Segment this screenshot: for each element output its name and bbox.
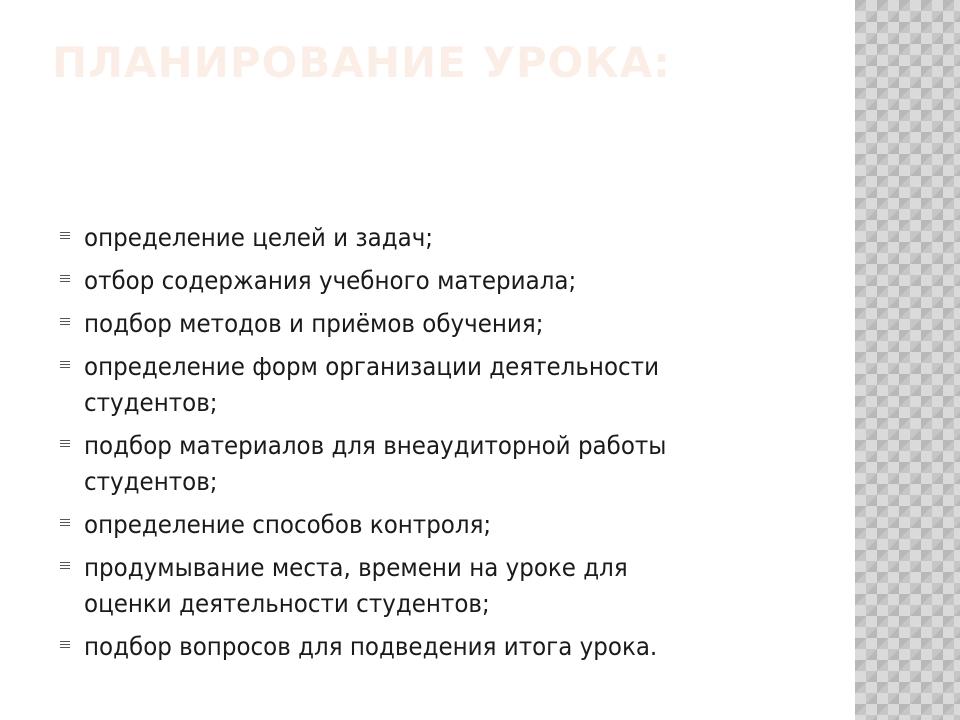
list-item [58,507,838,543]
list-item [58,220,838,256]
list-item-line1: подбор вопросов для подведения итога урока. [84,632,658,661]
list-bullet-icon [60,361,70,371]
slide-title: ПЛАНИРОВАНИЕ УРОКА: [52,38,671,87]
list-item-line2: студентов; [84,388,218,417]
list-item-text [84,263,576,299]
list-item-text [84,507,491,543]
list-item [58,629,838,665]
list-bullet-icon [60,275,70,285]
list-bullet-icon [60,318,70,328]
list-item-line1: отбор содержания учебного материала; [84,266,577,295]
list-bullet-icon [60,232,70,242]
list-item [58,349,838,421]
list-item-line1: определение форм организации деятельности [84,352,660,381]
list-item-line1: подбор материалов для внеаудиторной работы [84,431,667,460]
list-bullet-icon [60,562,70,572]
list-item-text [84,428,666,500]
list-bullet-icon [60,641,70,651]
list-item [58,428,838,500]
list-item-line1: определение способов контроля; [84,510,492,539]
list-item-line1: определение целей и задач; [84,223,434,252]
list-item-text [84,629,657,665]
list-item-text [84,306,543,342]
list-item-line1: подбор методов и приёмов обучения; [84,309,544,338]
list-item-line1: продумывание места, времени на уроке для [84,553,628,582]
list-item-text [84,349,659,421]
list-item [58,306,838,342]
list-bullet-icon [60,440,70,450]
list-item [58,263,838,299]
list-item [58,550,838,622]
bullet-list [58,220,838,672]
list-bullet-icon [60,519,70,529]
list-item-text [84,550,628,622]
list-item-line2: оценки деятельности студентов; [84,589,490,618]
list-item-text [84,220,433,256]
list-item-line2: студентов; [84,467,218,496]
decorative-sidebar [855,0,960,720]
